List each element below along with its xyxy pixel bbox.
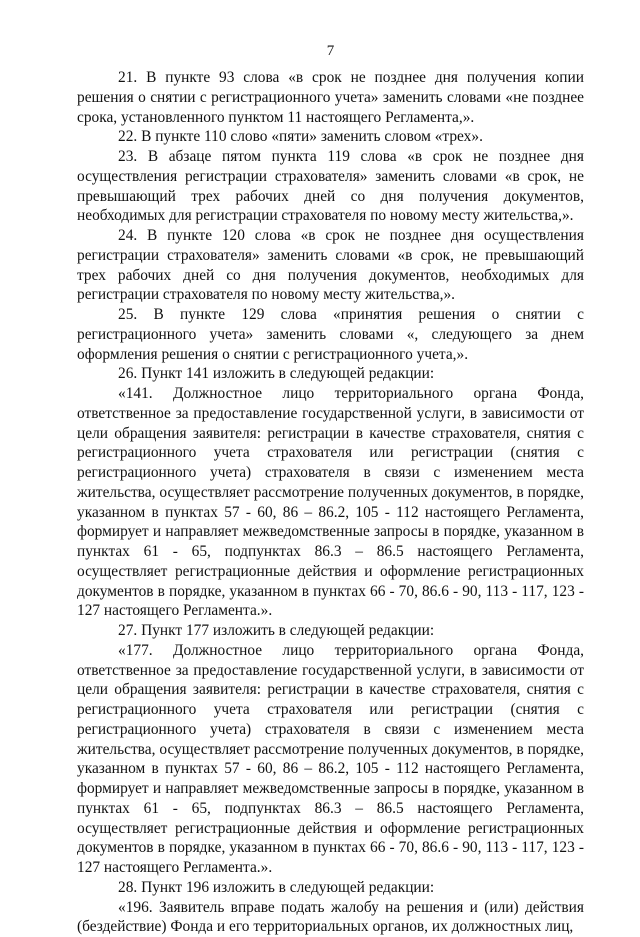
page-number: 7	[77, 40, 584, 62]
paragraph-quote-196: «196. Заявитель вправе подать жалобу на решения и (или) действия (бездействие) Фонда и его территориальных органов, их должностных лиц,	[77, 898, 584, 937]
paragraph-item-28: 28. Пункт 196 изложить в следующей редакции:	[77, 878, 584, 898]
paragraph-item-27: 27. Пункт 177 изложить в следующей редакции:	[77, 621, 584, 641]
paragraph-quote-177: «177. Должностное лицо территориального органа Фонда, ответственное за предоставление государственной услуги, в зависимости от цели обращения заявителя: регистрации в качестве страхователя, снятия с регистрационного учета страхователя или регистрации (снятия с регистрационного учета) страхователя в связи с изменением места жительства, осуществляет рассмотрение полученных документов, в порядке, указанном в пунктах 57 - 60, 86 – 86.2, 105 - 112 настоящего Регламента, формирует и направляет межведомственные запросы в порядке, указанном в пунктах 61 - 65, подпунктах 86.3 – 86.5 настоящего Регламента, осуществляет регистрационные действия и оформление регистрационных документов в порядке, указанном в пунктах 66 - 70, 86.6 - 90, 113 - 117, 123 - 127 настоящего Регламента.».	[77, 641, 584, 878]
paragraph-item-25: 25. В пункте 129 слова «принятия решения о снятии с регистрационного учета» заменить словами «, следующего за днем оформления решения о снятии с регистрационного учета,».	[77, 305, 584, 364]
paragraph-item-21: 21. В пункте 93 слова «в срок не позднее дня получения копии решения о снятии с регистрационного учета» заменить словами «не позднее срока, установленного пунктом 11 настоящего Регламента,».	[77, 68, 584, 127]
paragraph-quote-141: «141. Должностное лицо территориального органа Фонда, ответственное за предоставление государственной услуги, в зависимости от цели обращения заявителя: регистрации в качестве страхователя, снятия с регистрационного учета страхователя или регистрации (снятия с регистрационного учета) страхователя в связи с изменением места жительства, осуществляет рассмотрение полученных документов, в порядке, указанном в пунктах 57 - 60, 86 – 86.2, 105 - 112 настоящего Регламента, формирует и направляет межведомственные запросы в порядке, указанном в пунктах 61 - 65, подпунктах 86.3 – 86.5 настоящего Регламента, осуществляет регистрационные действия и оформление регистрационных документов в порядке, указанном в пунктах 66 - 70, 86.6 - 90, 113 - 117, 123 - 127 настоящего Регламента.».	[77, 384, 584, 621]
paragraph-item-22: 22. В пункте 110 слово «пяти» заменить словом «трех».	[77, 127, 584, 147]
paragraph-item-26: 26. Пункт 141 изложить в следующей редакции:	[77, 364, 584, 384]
paragraph-item-23: 23. В абзаце пятом пункта 119 слова «в срок не позднее дня осуществления регистрации страхователя» заменить словами «в срок, не превышающий трех рабочих дней со дня получения документов, необходимых для регистрации страхователя по новому месту жительства,».	[77, 147, 584, 226]
paragraph-item-24: 24. В пункте 120 слова «в срок не позднее дня осуществления регистрации страхователя» заменить словами «в срок, не превышающий трех рабочих дней со дня получения документов, необходимых для регистрации страхователя по новому месту жительства,».	[77, 226, 584, 305]
